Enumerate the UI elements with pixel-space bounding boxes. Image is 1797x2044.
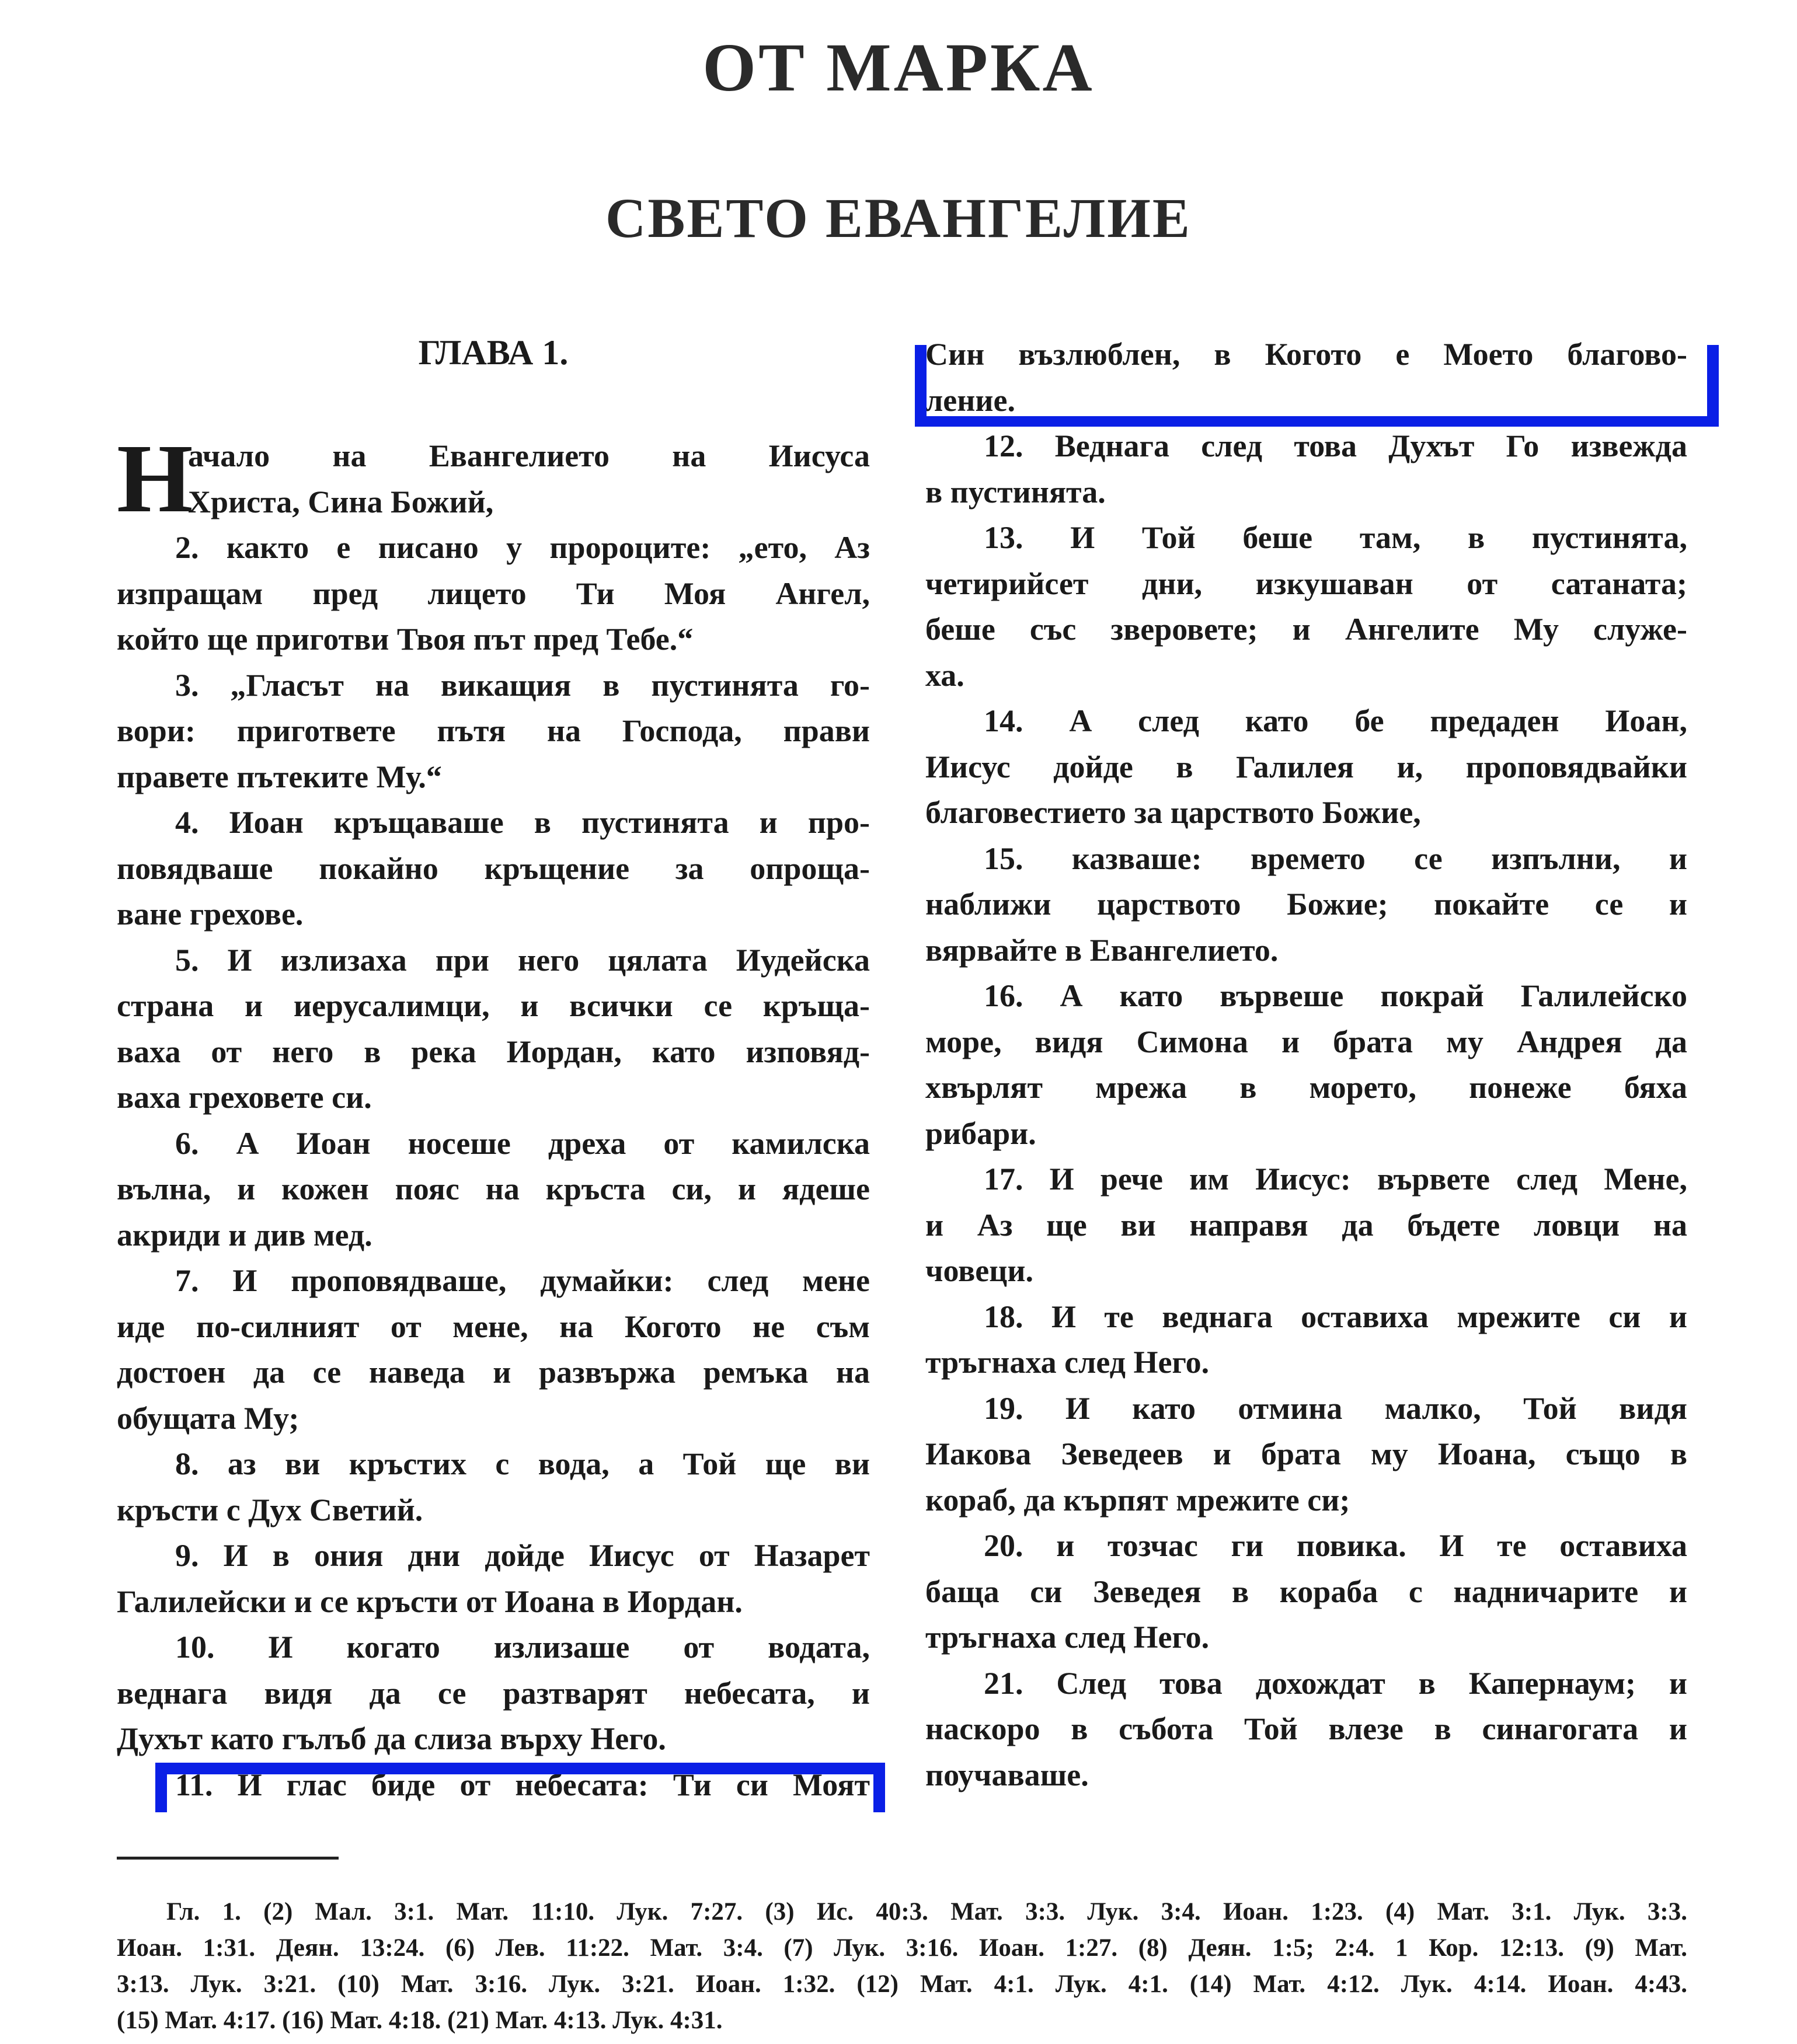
text-line: Иисус дойде в Галилея и, проповядвайки — [925, 749, 1687, 784]
text-line: ха. — [925, 657, 964, 693]
text-line: 5. И излизаха при него цялата Иудейска — [175, 942, 870, 978]
text-line: Духът като гълъб да слиза върху Него. — [117, 1721, 666, 1756]
text-line: 7. И проповядваше, думайки: след мене — [175, 1263, 870, 1298]
text-line: 12. Веднага след това Духът Го извежда — [984, 428, 1687, 463]
text-line: 2. както е писано у пророците: „ето, Аз — [175, 530, 870, 565]
footnote-line: Гл. 1. (2) Мал. 3:1. Мат. 11:10. Лук. 7:27. (3) Ис. 40:3. Мат. 3:3. Лук. 3:4. Иоан. 1:23. (4) Мат. 3:1. Лук. 3:3. — [166, 1898, 1687, 1926]
text-line: 21. След това дохождат в Капернаум; и — [984, 1665, 1687, 1701]
text-line: ване грехове. — [117, 897, 304, 932]
book-title: ОТ МАРКА — [702, 29, 1095, 106]
text-line: благовестието за царството Божие, — [925, 795, 1421, 830]
text-line: кръсти с Дух Светий. — [117, 1492, 423, 1527]
text-line: 8. аз ви кръстих с вода, а Той ще ви — [175, 1446, 870, 1481]
text-line: 3. „Гласът на викащия в пустинята го- — [175, 667, 870, 703]
footnote-line: (15) Мат. 4:17. (16) Мат. 4:18. (21) Мат. 4:13. Лук. 4:31. — [117, 2007, 723, 2034]
text-line: 17. И рече им Иисус: вървете след Мене, — [984, 1161, 1687, 1197]
text-line: баща си Зеведея в кораба с надничарите и — [925, 1574, 1687, 1609]
text-line: в пустинята. — [925, 474, 1106, 510]
text-line: ваха греховете си. — [117, 1080, 372, 1115]
text-line: море, видя Симона и брата му Андрея да — [925, 1024, 1687, 1059]
text-line: Иакова Зеведеев и брата му Иоана, също в — [925, 1436, 1687, 1471]
text-line: обущата Му; — [117, 1400, 300, 1436]
chapter-heading: ГЛАВА 1. — [418, 333, 569, 372]
drop-cap: Н — [117, 424, 193, 533]
text-line: 10. И когато излизаше от водата, — [175, 1630, 870, 1665]
book-subtitle: СВЕТО ЕВАНГЕЛИЕ — [605, 187, 1192, 249]
footnote-line: 3:13. Лук. 3:21. (10) Мат. 3:16. Лук. 3:21. Иоан. 1:32. (12) Мат. 4:1. Лук. 4:1. (14) Мат. 4:12. Лук. 4:14. Иоан. 4:43. — [117, 1970, 1687, 1998]
text-line: 20. и тозчас ги повика. И те оставиха — [984, 1528, 1687, 1563]
text-line: хвърлят мрежа в морето, понеже бяха — [925, 1070, 1687, 1105]
text-line: вярвайте в Евангелието. — [925, 932, 1279, 968]
footnotes-cross-references — [117, 1894, 1687, 2039]
text-line: наближи царството Божие; покайте се и — [925, 887, 1687, 922]
text-line: тръгнаха след Него. — [925, 1345, 1210, 1380]
text-line: повядваше покайно кръщение за опроща- — [117, 850, 870, 886]
text-line: 13. И Той беше там, в пустинята, — [984, 520, 1687, 555]
text-line: акриди и див мед. — [117, 1217, 372, 1253]
text-line: ление. — [925, 382, 1015, 418]
highlight-box-verse-11-end — [915, 345, 1719, 427]
text-line: вори: пригответе пътя на Господа, прави — [117, 713, 870, 748]
text-line: и Аз ще ви направя да бъдете ловци на — [925, 1207, 1687, 1243]
text-line: ачало на Евангелието на Иисуса — [188, 438, 870, 473]
text-line: иде по-силният от мене, на Когото не съм — [117, 1309, 870, 1344]
text-line: 15. казваше: времето се изпълни, и — [984, 840, 1687, 876]
text-line: 4. Иоан кръщаваше в пустинята и про- — [175, 805, 870, 840]
text-line: 14. А след като бе предаден Иоан, — [984, 703, 1687, 738]
highlight-box-verse-11-start — [155, 1763, 885, 1812]
text-line: страна и иерусалимци, и всички се кръща- — [117, 988, 870, 1023]
text-line: който ще приготви Твоя път пред Тебе.“ — [117, 622, 694, 657]
text-line: веднага видя да се разтварят небесата, и — [117, 1675, 870, 1711]
text-line: кораб, да кърпят мрежите си; — [925, 1482, 1350, 1518]
text-line: Христа, Сина Божий, — [188, 484, 494, 519]
text-line: беше със зверовете; и Ангелите Му служе- — [925, 612, 1687, 647]
text-line: рибари. — [925, 1115, 1036, 1151]
text-line: 19. И като отмина малко, Той видя — [984, 1390, 1687, 1426]
text-line: 9. И в ония дни дойде Иисус от Назарет — [175, 1538, 870, 1573]
text-line: 16. А като вървеше покрай Галилейско — [984, 978, 1687, 1013]
text-line: Син възлюблен, в Когото е Моето благово- — [925, 337, 1687, 372]
text-line: поучаваше. — [925, 1757, 1089, 1792]
text-line: вълна, и кожен пояс на кръста си, и ядеше — [117, 1171, 870, 1206]
text-line: наскоро в събота Той влезе в синагогата и — [925, 1711, 1687, 1746]
text-line: изпращам пред лицето Ти Моя Ангел, — [117, 575, 870, 611]
text-line: четирийсет дни, изкушаван от сатаната; — [925, 566, 1687, 601]
footnote-line: Иоан. 1:31. Деян. 13:24. (6) Лев. 11:22. Мат. 3:4. (7) Лук. 3:16. Иоан. 1:27. (8) Деян. 1:5; 2:4. 1 Кор. 12:13. (9) Мат. — [117, 1934, 1687, 1962]
text-line: 11. И глас биде от небесата: Ти си Моят — [175, 1767, 870, 1802]
text-line: човеци. — [925, 1253, 1033, 1288]
text-line: тръгнаха след Него. — [925, 1620, 1210, 1655]
text-line: 6. А Иоан носеше дреха от камилска — [175, 1125, 870, 1161]
text-line: достоен да се наведа и развържа ремъка на — [117, 1355, 870, 1390]
text-line: правете пътеките Му.“ — [117, 759, 442, 794]
text-line: ваха от него в река Иордан, като изповяд- — [117, 1034, 870, 1069]
text-line: 18. И те веднага оставиха мрежите си и — [984, 1299, 1687, 1334]
text-line: Галилейски и се кръсти от Иоана в Иордан. — [117, 1583, 743, 1619]
footnote-divider — [117, 1857, 339, 1860]
